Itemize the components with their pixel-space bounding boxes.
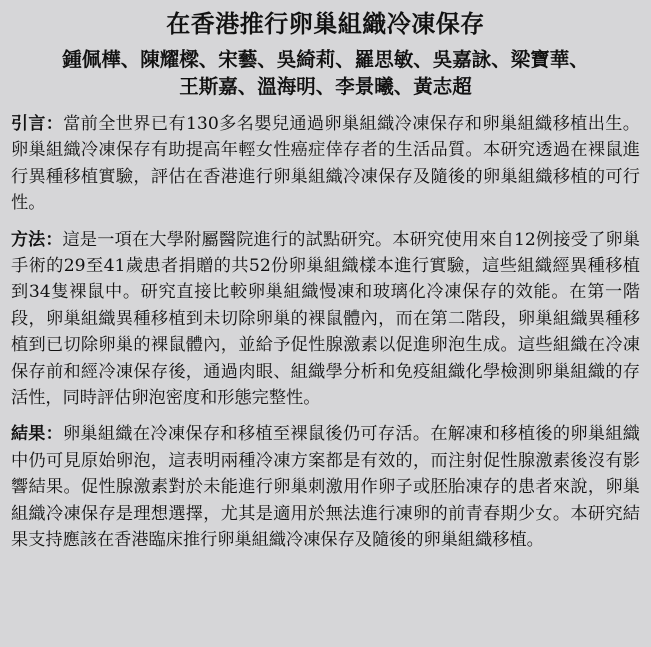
introduction-heading: 引言： [11,114,64,134]
section-results [11,421,640,553]
section-methods [11,227,640,412]
author-list [11,46,640,100]
introduction-text: 當前全世界已有130多名嬰兒通過卵巢組織冷凍保存和卵巢組織移植出生。卵巢組織冷凍保存有助提高年輕女性癌症倖存者的生活品質。本研究透過在裸鼠進行異種移植實驗，評估在香港進行卵巢組織冷凍保存及隨後的卵巢組織移植的可行性。 [11,114,640,214]
methods-heading: 方法： [11,229,63,250]
results-text: 卵巢組織在冷凍保存和移植至裸鼠後仍可存活。在解凍和移植後的卵巢組織中仍可見原始卵泡，這表明兩種冷凍方案都是有效的，而注射促性腺激素後沒有影響結果。促性腺激素對於未能進行卵巢刺激用作卵子或胚胎凍存的患者來說，卵巢組織冷凍保存是理想選擇，尤其是適用於無法進行凍卵的前青春期少女。本研究結果支持應該在香港臨床推行卵巢組織冷凍保存及隨後的卵巢組織移植。 [11,424,640,551]
author-line-2: 王斯嘉、溫海明、李景曦、黃志超 [179,75,472,98]
section-introduction [11,111,640,217]
methods-text: 這是一項在大學附屬醫院進行的試點研究。本研究使用來自12例接受了卵巢手術的29至41歲患者捐贈的共52份卵巢組織樣本進行實驗，這些組織經異種移植到34隻裸鼠中。研究直接比較卵巢組織慢凍和玻璃化冷凍保存的效能。在第一階段，卵巢組織異種移植到未切除卵巢的裸鼠體內，而在第二階段，卵巢組織異種移植到已切除卵巢的裸鼠體內，並給予促性腺激素以促進卵泡生成。這些組織在冷凍保存前和經冷凍保存後，通過肉眼、組織學分析和免疫組織化學檢測卵巢組織的存活性，同時評估卵泡密度和形態完整性。 [11,229,641,409]
author-line-1: 鍾佩樺、陳耀樑、宋藝、吳綺莉、羅思敏、吳嘉詠、梁寶華、 [62,48,589,71]
page-title: 在香港推行卵巢組織冷凍保存 [166,10,485,38]
results-heading: 結果： [11,424,63,445]
